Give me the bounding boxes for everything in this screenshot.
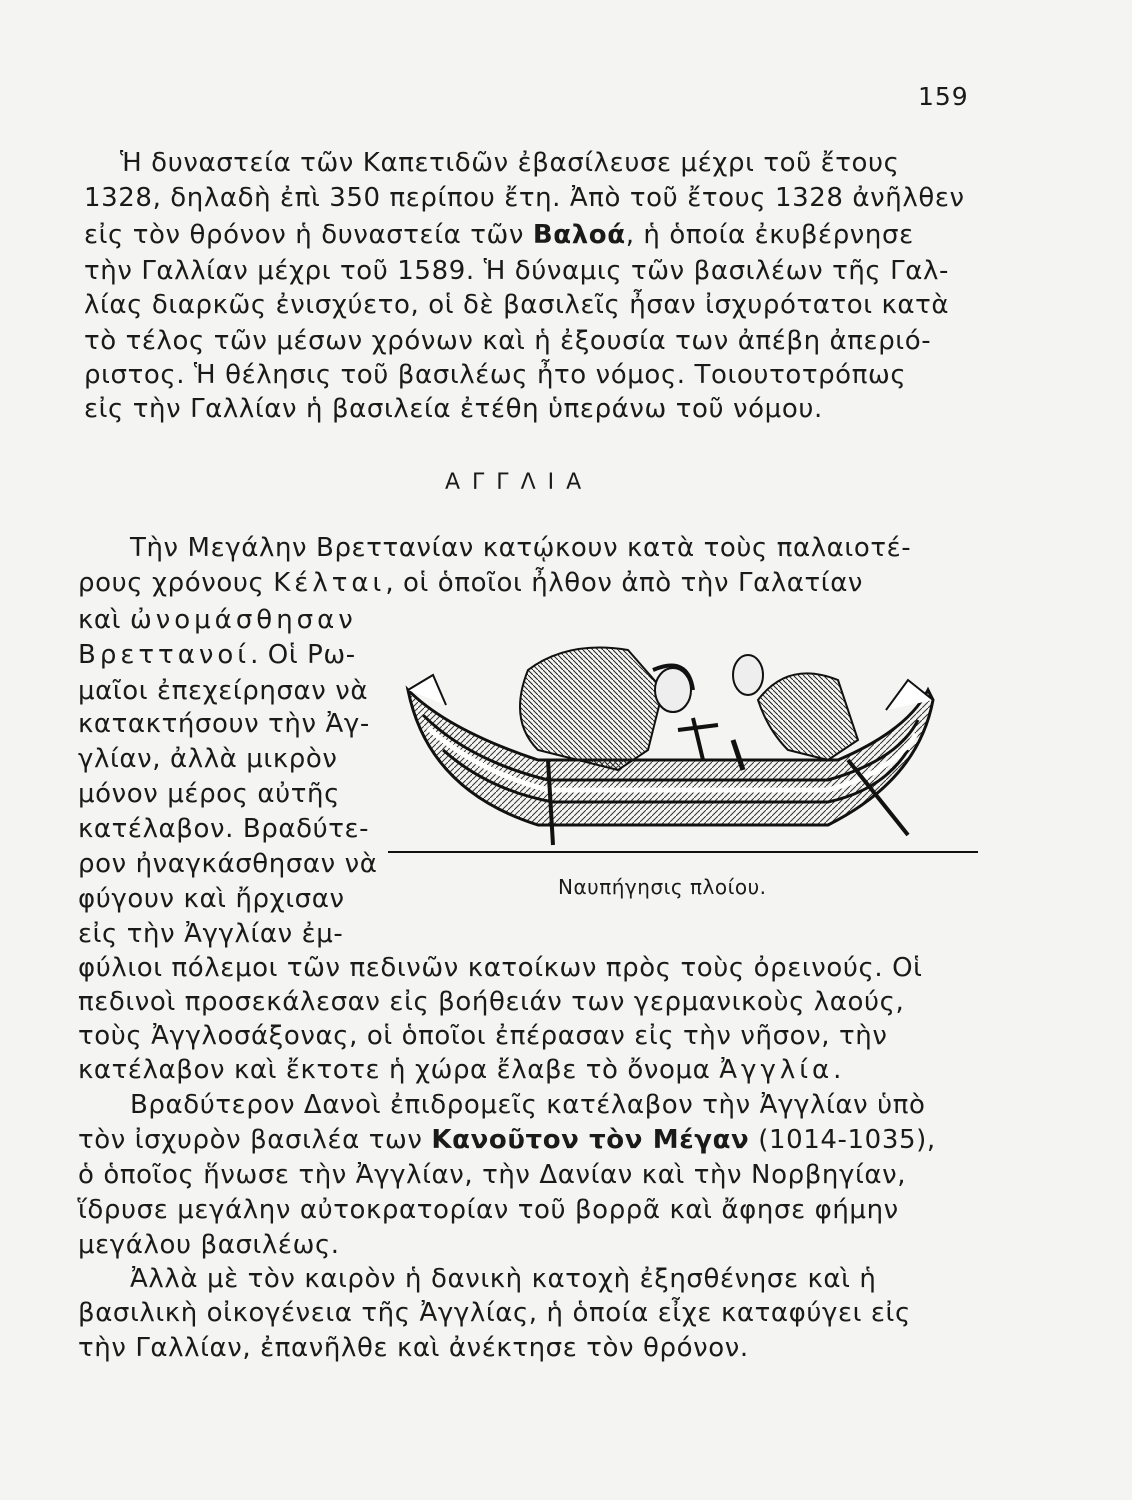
figure-caption: Ναυπήγησις πλοίου.: [558, 875, 767, 899]
text-span: .: [833, 1055, 843, 1085]
text-line: πεδινοὶ προσεκάλεσαν εἰς βοήθειάν των γερμανικοὺς λαούς,: [78, 987, 905, 1017]
page-number: 159: [918, 82, 969, 111]
spaced-term: Ἀγγλία: [719, 1055, 834, 1085]
text-line: τοὺς Ἀγγλοσάξονας, οἱ ὁποῖοι ἐπέρασαν εἰς τὴν νῆσον, τὴν: [78, 1021, 888, 1051]
text-line: εἰς τὴν Ἀγγλίαν ἐμ-: [78, 919, 344, 949]
text-line: ριστος. Ἡ θέλησις τοῦ βασιλέως ἦτο νόμος. Τοιουτοτρόπως: [84, 360, 907, 390]
text-span: (1014-1035),: [749, 1125, 936, 1155]
text-line: μεγάλου βασιλέως.: [78, 1230, 340, 1260]
craftsman-figure-right: [758, 673, 858, 760]
shipbuilding-illustration: [388, 630, 978, 870]
text-line: κατακτήσουν τὴν Ἀγ-: [78, 709, 370, 739]
dynasty-name-valois: Βαλοά: [532, 220, 626, 250]
text-line: [78, 1125, 936, 1155]
text-line: [78, 568, 863, 598]
text-line: τὴν Γαλλίαν μέχρι τοῦ 1589. Ἡ δύναμις τῶν βασιλέων τῆς Γαλ-: [84, 256, 949, 286]
text-line: φύγουν καὶ ἤρχισαν: [78, 884, 345, 914]
craftsman-head-left: [655, 668, 691, 712]
text-line: [78, 605, 357, 635]
text-line: [84, 220, 914, 250]
text-line: [78, 1055, 842, 1085]
text-line: εἰς τὴν Γαλλίαν ἡ βασιλεία ἐτέθη ὑπεράνω τοῦ νόμου.: [84, 394, 823, 424]
text-line: ρον ἠναγκάσθησαν νὰ: [78, 849, 378, 879]
text-line: μόνον μέρος αὐτῆς: [78, 779, 340, 809]
text-line: φύλιοι πόλεμοι τῶν πεδινῶν κατοίκων πρὸς τοὺς ὀρεινούς. Οἱ: [78, 953, 923, 983]
text-line: 1328, δηλαδὴ ἐπὶ 350 περίπου ἔτη. Ἀπὸ τοῦ ἔτους 1328 ἀνῆλθεν: [84, 183, 965, 213]
text-line: κατέλαβον. Βραδύτε-: [78, 814, 370, 844]
text-line: βασιλικὴ οἰκογένεια τῆς Ἀγγλίας, ἡ ὁποία εἶχε καταφύγει εἰς: [78, 1298, 911, 1328]
text-span: . Οἱ Ρω-: [250, 640, 356, 670]
text-span: , ἡ ὁποία ἐκυβέρνησε: [625, 220, 914, 250]
text-line: μαῖοι ἐπεχείρησαν νὰ: [78, 676, 369, 706]
spaced-term: Βρεττανοί: [78, 640, 251, 670]
hammer-icon: [678, 718, 718, 760]
text-line: ὁ ὁποῖος ἥνωσε τὴν Ἀγγλίαν, τὴν Δανίαν καὶ τὴν Νορβηγίαν,: [78, 1160, 907, 1190]
text-span: εἰς τὸν θρόνον ἡ δυναστεία τῶν: [84, 220, 533, 250]
text-line: Ἡ δυναστεία τῶν Καπετιδῶν ἐβασίλευσε μέχρι τοῦ ἔτους: [120, 148, 900, 178]
text-span: ρους χρόνους: [78, 568, 274, 598]
spaced-term: ὠνομάσθησαν: [129, 605, 357, 635]
text-span: τὸν ἰσχυρὸν βασιλέα των: [78, 1125, 432, 1155]
section-heading: ΑΓΓΛΙΑ: [445, 470, 594, 495]
craftsman-head-right: [733, 655, 763, 695]
text-span: καὶ: [78, 605, 130, 635]
text-line: ἵδρυσε μεγάλην αὐτοκρατορίαν τοῦ βορρᾶ καὶ ἄφησε φήμην: [78, 1195, 899, 1225]
text-line: Βραδύτερον Δανοὶ ἐπιδρομεῖς κατέλαβον τὴν Ἀγγλίαν ὑπὸ: [130, 1090, 926, 1120]
text-span: , οἱ ὁποῖοι ἦλθον ἀπὸ τὴν Γαλατίαν: [385, 568, 864, 598]
text-line: [78, 640, 356, 670]
text-line: λίας διαρκῶς ἐνισχύετο, οἱ δὲ βασιλεῖς ἦσαν ἰσχυρότατοι κατὰ: [84, 290, 950, 320]
king-name-canute: Κανοῦτον τὸν Μέγαν: [431, 1125, 750, 1155]
text-line: γλίαν, ἀλλὰ μικρὸν: [78, 744, 338, 774]
spaced-term: Κέλται: [273, 568, 386, 598]
craftsman-figure-left: [520, 648, 663, 771]
text-line: τὸ τέλος τῶν μέσων χρόνων καὶ ἡ ἐξουσία των ἀπέβη ἀπεριό-: [84, 326, 932, 356]
text-span: κατέλαβον καὶ ἔκτοτε ἡ χώρα ἔλαβε τὸ ὄνομα: [78, 1055, 720, 1085]
text-line: τὴν Γαλλίαν, ἐπανῆλθε καὶ ἀνέκτησε τὸν θρόνον.: [78, 1333, 749, 1363]
text-line: Τὴν Μεγάλην Βρεττανίαν κατῴκουν κατὰ τοὺς παλαιοτέ-: [130, 533, 912, 563]
text-line: Ἀλλὰ μὲ τὸν καιρὸν ἡ δανικὴ κατοχὴ ἐξησθένησε καὶ ἡ: [130, 1264, 877, 1294]
